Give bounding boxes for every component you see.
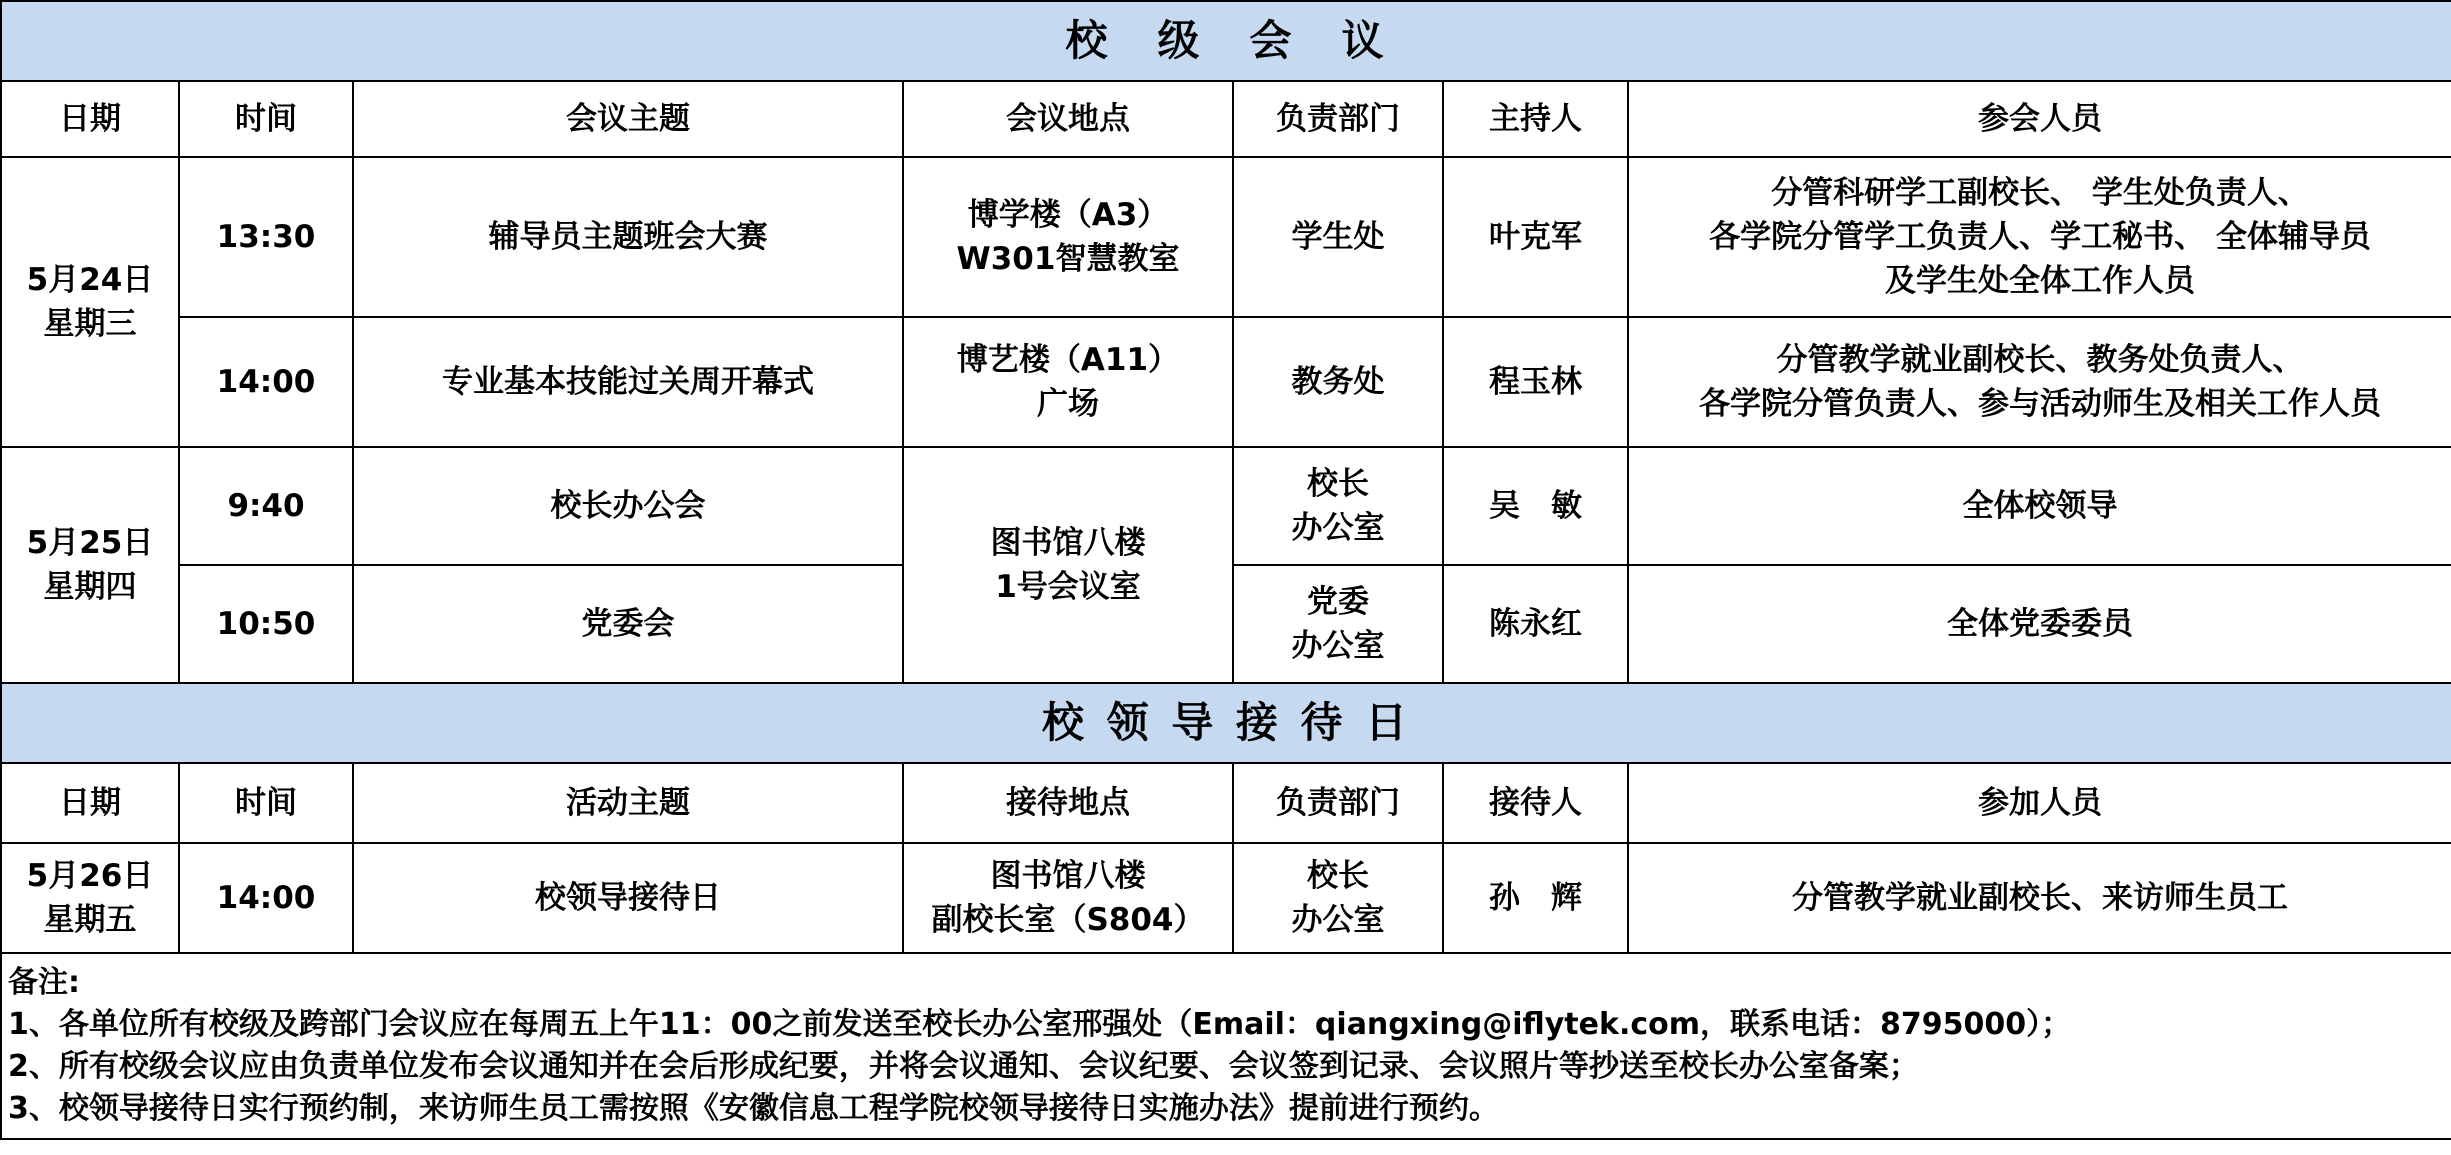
time-cell: 10:50 bbox=[179, 565, 353, 683]
department-line: 办公室 bbox=[1291, 902, 1385, 938]
header-time: 时间 bbox=[179, 763, 353, 843]
date: 5月25日 bbox=[26, 525, 154, 561]
header-participants: 参加人员 bbox=[1628, 763, 2451, 843]
department-cell bbox=[1233, 565, 1443, 683]
header-location: 会议地点 bbox=[903, 81, 1233, 157]
note-item: 1、各单位所有校级及跨部门会议应在每周五上午11：00之前发送至校长办公室邢强处（Email：qiangxing@iflytek.com，联系电话：8795000）； bbox=[8, 1007, 2072, 1042]
host-cell: 陈永红 bbox=[1443, 565, 1628, 683]
location-cell bbox=[903, 317, 1233, 447]
attendees-line: 及学生处全体工作人员 bbox=[1885, 263, 2196, 299]
department-line: 党委 bbox=[1307, 584, 1369, 620]
location-cell bbox=[903, 843, 1233, 953]
host-cell: 叶克军 bbox=[1443, 157, 1628, 317]
header-department: 负责部门 bbox=[1233, 763, 1443, 843]
department-line: 办公室 bbox=[1291, 510, 1385, 546]
date: 5月24日 bbox=[26, 262, 154, 298]
attendees-cell bbox=[1628, 317, 2451, 447]
note-item: 2、所有校级会议应由负责单位发布会议通知并在会后形成纪要，并将会议通知、会议纪要、会议签到记录、会议照片等抄送至校长办公室备案； bbox=[8, 1049, 1919, 1084]
table-row bbox=[1, 317, 2451, 447]
location-line: W301智慧教室 bbox=[956, 241, 1180, 277]
header-department: 负责部门 bbox=[1233, 81, 1443, 157]
notes-cell bbox=[1, 953, 2451, 1139]
location-line: 博学楼（A3） bbox=[967, 197, 1169, 233]
table-row bbox=[1, 447, 2451, 565]
header-reception-location: 接待地点 bbox=[903, 763, 1233, 843]
date-cell bbox=[1, 447, 179, 683]
location-line: 图书馆八楼 bbox=[990, 858, 1146, 894]
department-cell bbox=[1233, 843, 1443, 953]
location-line: 广场 bbox=[1037, 386, 1099, 422]
header-attendees: 参会人员 bbox=[1628, 81, 2451, 157]
attendees-line: 各学院分管负责人、参与活动师生及相关工作人员 bbox=[1699, 386, 2382, 422]
host-cell: 程玉林 bbox=[1443, 317, 1628, 447]
location-cell bbox=[903, 447, 1233, 683]
location-line: 副校长室（S804） bbox=[931, 902, 1205, 938]
host-cell: 孙 辉 bbox=[1443, 843, 1628, 953]
date-cell bbox=[1, 157, 179, 447]
location-line: 1号会议室 bbox=[995, 569, 1141, 605]
attendees-line: 各学院分管学工负责人、学工秘书、 全体辅导员 bbox=[1709, 219, 2371, 255]
attendees-cell: 全体校领导 bbox=[1628, 447, 2451, 565]
header-date: 日期 bbox=[1, 81, 179, 157]
date: 5月26日 bbox=[26, 858, 154, 894]
department-cell: 教务处 bbox=[1233, 317, 1443, 447]
location-line: 博艺楼（A11） bbox=[956, 342, 1180, 378]
topic-cell: 辅导员主题班会大赛 bbox=[353, 157, 903, 317]
topic-cell: 校长办公会 bbox=[353, 447, 903, 565]
note-item: 3、校领导接待日实行预约制，来访师生员工需按照《安徽信息工程学院校领导接待日实施办法》提前进行预约。 bbox=[8, 1091, 1499, 1126]
department-cell: 学生处 bbox=[1233, 157, 1443, 317]
header-activity: 活动主题 bbox=[353, 763, 903, 843]
header-receiver: 接待人 bbox=[1443, 763, 1628, 843]
table-row bbox=[1, 843, 2451, 953]
topic-cell: 校领导接待日 bbox=[353, 843, 903, 953]
attendees-cell: 全体党委委员 bbox=[1628, 565, 2451, 683]
attendees-cell bbox=[1628, 157, 2451, 317]
department-cell bbox=[1233, 447, 1443, 565]
header-topic: 会议主题 bbox=[353, 81, 903, 157]
header-date: 日期 bbox=[1, 763, 179, 843]
department-line: 办公室 bbox=[1291, 628, 1385, 664]
weekday: 星期五 bbox=[43, 902, 137, 938]
weekday: 星期三 bbox=[43, 306, 137, 342]
time-cell: 14:00 bbox=[179, 843, 353, 953]
header-host: 主持人 bbox=[1443, 81, 1628, 157]
header-time: 时间 bbox=[179, 81, 353, 157]
attendees-line: 分管教学就业副校长、教务处负责人、 bbox=[1776, 342, 2304, 378]
section-title-reception-day: 校 领 导 接 待 日 bbox=[1, 683, 2451, 763]
table-row bbox=[1, 157, 2451, 317]
department-line: 校长 bbox=[1307, 466, 1369, 502]
topic-cell: 专业基本技能过关周开幕式 bbox=[353, 317, 903, 447]
time-cell: 13:30 bbox=[179, 157, 353, 317]
attendees-line: 分管科研学工副校长、 学生处负责人、 bbox=[1771, 175, 2309, 211]
attendees-cell: 分管教学就业副校长、来访师生员工 bbox=[1628, 843, 2451, 953]
notes-label: 备注: bbox=[8, 965, 80, 1000]
time-cell: 9:40 bbox=[179, 447, 353, 565]
department-line: 校长 bbox=[1307, 858, 1369, 894]
weekday: 星期四 bbox=[43, 569, 137, 605]
section-title-school-meetings: 校 级 会 议 bbox=[1, 1, 2451, 81]
location-line: 图书馆八楼 bbox=[990, 525, 1146, 561]
topic-cell: 党委会 bbox=[353, 565, 903, 683]
location-cell bbox=[903, 157, 1233, 317]
date-cell bbox=[1, 843, 179, 953]
time-cell: 14:00 bbox=[179, 317, 353, 447]
host-cell: 吴 敏 bbox=[1443, 447, 1628, 565]
